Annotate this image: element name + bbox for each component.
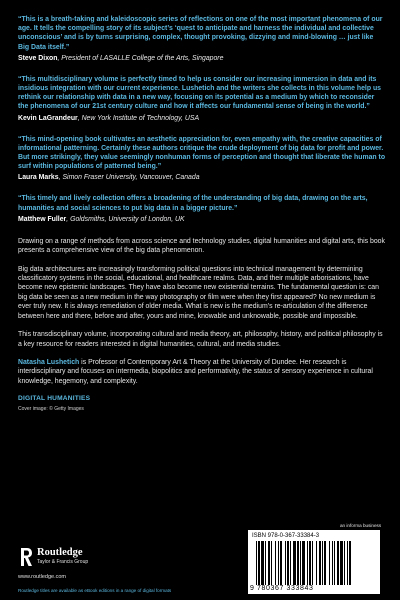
quote-attribution xyxy=(18,215,386,224)
endorsement-quote xyxy=(18,75,386,123)
quote-text: “This is a breath-taking and kaleidoscopic series of reflections on one of the most important phenomena of our age. It tells the compelling story of its subject’s ‘quest to anticipate and harness the individual and collective unconscious’ and is by turns surprising, complex, thought provoking, dizzying and mind-blowing … just like Big Data itself.” xyxy=(18,16,383,51)
cover-credit: Cover image: © Getty Images xyxy=(18,406,84,413)
quote-affiliation: , Simon Fraser University, Vancouver, Canada xyxy=(58,174,200,182)
quote-text: “This mind-opening book cultivates an aesthetic appreciation for, even empathy with, the creative capacities of informational patterning. Certainly these authors critique the crude deployment of big data for profit and power. But more strikingly, they value seemingly nonhuman forms of perception and thought that liberate the human to surf within populations of patterned being.” xyxy=(18,135,386,171)
quote-author: Matthew Fuller xyxy=(18,215,67,223)
barcode-icon xyxy=(254,541,376,585)
isbn-barcode xyxy=(248,530,380,594)
quote-text: “This multidisciplinary volume is perfectly timed to help us consider our increasing immersion in data and its insidious integration with our current experience. Lushetich and the writers she collects in this volume help us rethink our relationship with data in a new way, focusing on its potential as a medium by which to reconsider the phenomena of our 21st century culture and how it affects our fundamental sense of being in the world.” xyxy=(18,75,381,111)
barcode-digits: 9 780367 333843 xyxy=(250,585,314,592)
isbn-number: ISBN 978-0-367-33384-3 xyxy=(252,533,320,539)
endorsement-quote xyxy=(18,194,386,223)
quote-attribution xyxy=(18,173,386,182)
quote-author: Steve Dixon xyxy=(18,54,58,62)
author-bio xyxy=(18,358,386,386)
description-paragraph: Drawing on a range of methods from across science and technology studies, digital humanities and digital arts, this book presents a comprehensive view of the big data phenomenon. xyxy=(18,237,385,255)
quote-affiliation: , President of LASALLE College of the Arts, Singapore xyxy=(57,54,224,62)
subject-category: DIGITAL HUMANITIES xyxy=(18,395,91,403)
routledge-logo-icon xyxy=(18,546,34,568)
quote-affiliation: , New York Institute of Technology, USA xyxy=(77,114,200,122)
description-paragraph: Big data architectures are increasingly transforming political questions into technical management by determining classificatory systems in the social, educational, and healthcare realms. Data, and their multiple arborisations, have become new epistemic landscapes. They have also become new existential terrains. The fundamental question is: can big data be seen as a new medium in the way photography or film were when they first appeared? No new medium is ever truly new. It is always remediation of older media. What is new is the medium’s re-articulation of the difference between here and there, before and after, yours and mine, knowable and unknowable, possible and impossible. xyxy=(18,265,379,320)
quote-attribution xyxy=(18,54,386,63)
quote-author: Laura Marks xyxy=(18,174,59,182)
endorsement-quote xyxy=(18,15,386,63)
description-paragraph: This transdisciplinary volume, incorporating cultural and media theory, art, philosophy, history, and political philosophy is a key resource for readers interested in digital humanities, cultural, and media studies. xyxy=(18,331,383,348)
quote-attribution xyxy=(18,114,386,123)
back-cover-text xyxy=(18,0,386,412)
quote-affiliation: , Goldsmiths, University of London, UK xyxy=(66,215,185,223)
quote-text: “This timely and lively collection offers a broadening of the understanding of big data, drawing on the arts, humanities and social sciences to put big data in a bigger picture.” xyxy=(18,195,368,212)
publisher-name: Routledge xyxy=(37,547,83,558)
ebook-notice: Routledge titles are available as eBook editions in a range of digital formats xyxy=(18,588,172,593)
author-bio-text: is Professor of Contemporary Art & Theory at the University of Dundee. Her research is interdisciplinary and focuses on intermedia, biopolitics and performativity, the status of sensory experience in cultural knowledge, hegemony, and complexity. xyxy=(18,358,373,385)
informa-business-label: an informa business xyxy=(340,523,382,528)
endorsement-quote xyxy=(18,135,386,183)
publisher-logo xyxy=(18,546,128,576)
author-name: Natasha Lushetich xyxy=(18,358,80,366)
publisher-website: www.routledge.com xyxy=(18,574,66,580)
publisher-group: Taylor & Francis Group xyxy=(37,559,89,565)
quote-author: Kevin LaGrandeur xyxy=(18,114,78,122)
